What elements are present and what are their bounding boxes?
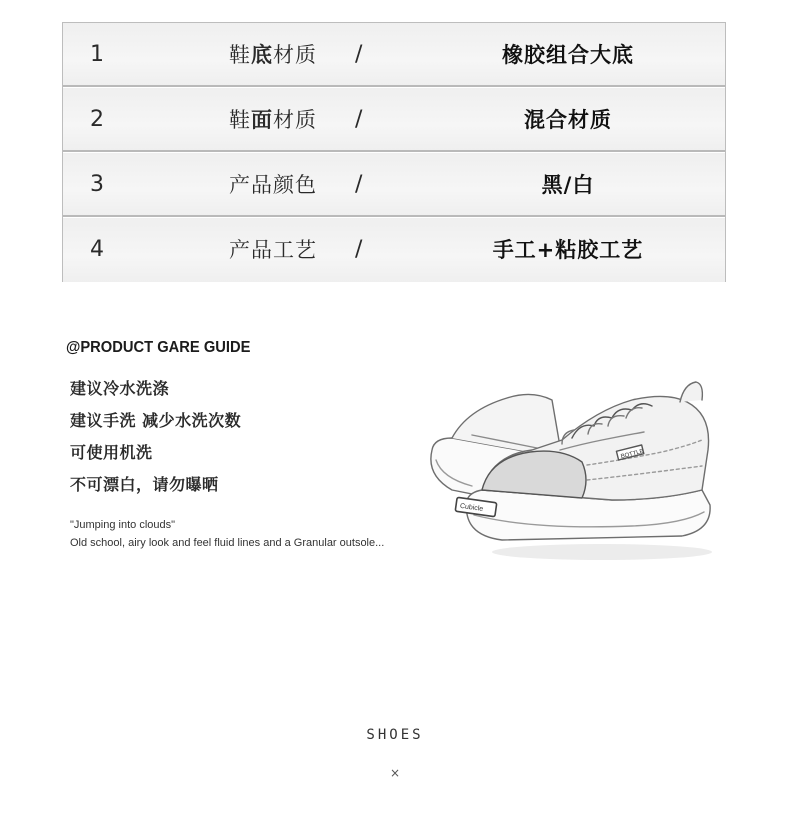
spec-row	[63, 23, 725, 87]
row-label: 鞋底材质	[229, 43, 317, 67]
tagline-quote: "Jumping into clouds"	[70, 519, 176, 531]
tagline-description: Old school, airy look and feel fluid lines and a Granular outsole...	[70, 537, 385, 549]
row-value: 橡胶组合大底	[502, 43, 634, 67]
row-separator: /	[355, 42, 363, 67]
row-separator: /	[355, 172, 363, 197]
row-separator: /	[355, 237, 363, 262]
spec-row	[63, 218, 725, 282]
care-item: 建议手洗 减少水洗次数	[70, 411, 242, 430]
spec-row	[63, 153, 725, 217]
row-value: 手工+粘胶工艺	[492, 238, 644, 262]
heel-badge-label: Cubicle	[459, 502, 484, 513]
row-value: 混合材质	[524, 108, 612, 132]
row-label: 产品工艺	[229, 238, 317, 262]
row-number: 3	[90, 172, 104, 197]
care-item: 建议冷水洗涤	[70, 379, 170, 398]
tongue-label: BOTTLE	[620, 448, 645, 461]
row-label: 产品颜色	[229, 173, 317, 197]
row-number: 4	[90, 237, 104, 262]
care-item: 不可漂白，请勿曝晒	[70, 475, 219, 494]
footer-close-mark-icon: ×	[389, 766, 401, 780]
sneaker-sketch-image	[412, 340, 732, 570]
row-number: 2	[90, 107, 104, 132]
row-value: 黑/白	[541, 173, 595, 197]
spec-table	[62, 22, 726, 282]
row-number: 1	[90, 42, 104, 67]
footer-title: SHOES	[366, 727, 424, 743]
care-item: 可使用机洗	[70, 443, 153, 462]
row-separator: /	[355, 107, 363, 132]
row-label: 鞋面材质	[229, 108, 317, 132]
spec-row	[63, 88, 725, 152]
care-guide-title: @PRODUCT GARE GUIDE	[66, 339, 251, 356]
